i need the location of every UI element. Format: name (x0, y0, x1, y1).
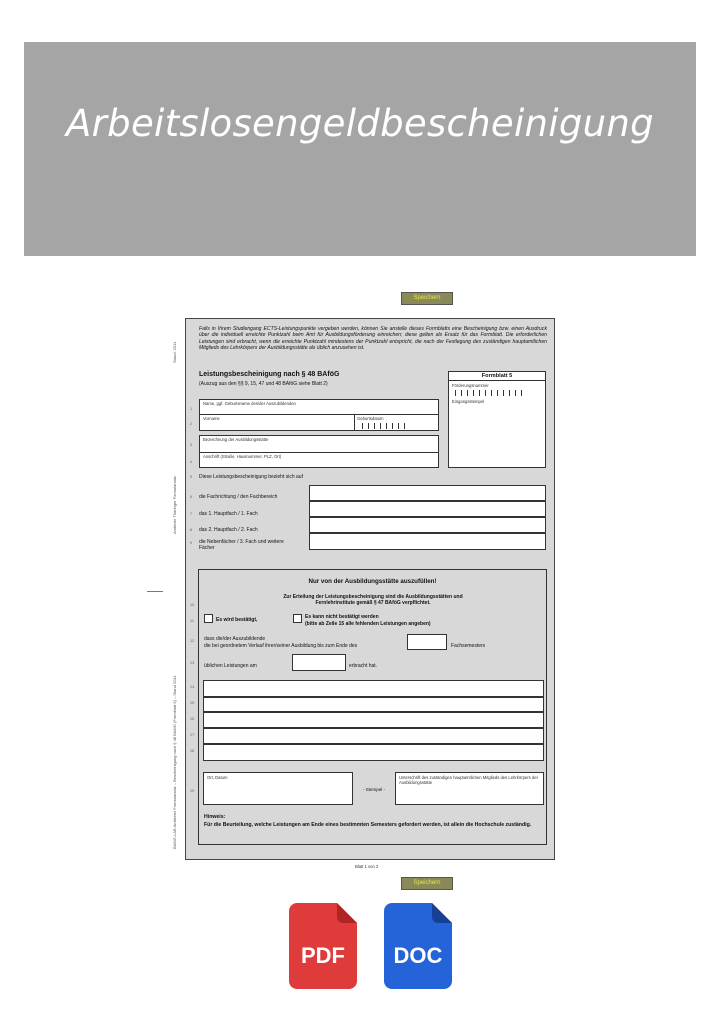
subject-label: das 2. Hauptfach / 2. Fach (199, 527, 258, 533)
fachsemester-label: Fachsemesters (451, 643, 486, 649)
missing-performance-line[interactable] (203, 744, 544, 761)
ort-datum-field[interactable] (203, 772, 353, 805)
not-confirm-label: Es kann nicht bestätigt werden (305, 614, 379, 620)
ueblichen-label: üblichen Leistungen am (204, 663, 257, 669)
section-title: Nur von der Ausbildungsstätte auszufüllen! (308, 578, 437, 585)
dass-text: dass die/der Auszubildende (204, 636, 266, 642)
margin-text-middle: Amtliche Thüringer Formularsatz (172, 476, 177, 534)
page-title: Arbeitslosengeldbescheinigung (66, 102, 654, 145)
not-confirm-note: (bitte ab Zeile 15 alle fehlenden Leistungen angeben) (305, 621, 431, 627)
page-footer: Blatt 1 von 2 (355, 864, 379, 869)
formblatt-label: Formblatt 5 (449, 372, 545, 381)
date-field[interactable] (292, 654, 346, 671)
section-text: Zur Erteilung der Leistungsbescheinigung sind die Ausbildungsstätten und Fernlehrinstitute gemäß § 47 BAföG verpflichtet. (283, 594, 463, 607)
name-block (199, 399, 439, 431)
missing-performance-line[interactable] (203, 712, 544, 728)
save-button-bottom[interactable]: Speichern (401, 877, 453, 890)
erbracht-label: erbracht hat. (349, 663, 378, 669)
geburtsdatum-label: Geburtsdatum (357, 416, 384, 421)
subject-label: das 1. Hauptfach / 1. Fach (199, 511, 258, 517)
margin-text-bottom: BAföG-LAB Amtlicher Formularsatz – Bescheinigung nach § 48 BAföG (Formblatt 5) – Stand 2011 (172, 675, 177, 849)
eingangsstempel-label: Eingangsstempel (452, 399, 485, 404)
foerderungsnummer-label: Förderungsnummer (452, 383, 489, 388)
subject-label: die Fachrichtung / den Fachbereich (199, 494, 278, 500)
ausbildungsstaette-label: Bezeichnung der Ausbildungsstätte (203, 437, 269, 442)
subject-field[interactable] (309, 501, 546, 517)
unterschrift-field[interactable] (395, 772, 544, 805)
ort-datum-label: Ort, Datum (207, 775, 228, 780)
stempel-label: - Stempel - (363, 787, 386, 792)
missing-performance-line[interactable] (203, 728, 544, 744)
form-subheading: (Auszug aus den §§ 9, 15, 47 und 48 BAföG siehe Blatt 2) (199, 381, 328, 387)
geburtsdatum-field[interactable] (362, 423, 405, 429)
stempel-text: Stempel (365, 787, 383, 792)
divider (147, 591, 163, 592)
subject-field[interactable] (309, 485, 546, 501)
missing-performance-line[interactable] (203, 697, 544, 712)
margin-code-top: Stand: 2011 (172, 341, 177, 363)
pdf-download-icon[interactable] (289, 903, 357, 994)
formblatt-box (448, 371, 546, 468)
subject-label: die Nebenfächer / 3. Fach und weitere Fächer (199, 539, 284, 552)
form-heading: Leistungsbescheinigung nach § 48 BAföG (199, 371, 340, 378)
unterschrift-label: Unterschrift des zuständigen hauptamtlichen Mitglieds des Lehrkörpers der Ausbildungsstätte (399, 775, 538, 786)
missing-performance-line[interactable] (203, 680, 544, 697)
not-confirm-checkbox[interactable] (293, 614, 302, 623)
hinweis-title: Hinweis: (204, 814, 226, 820)
institution-section (198, 569, 547, 845)
doc-label: DOC (393, 943, 443, 968)
fachsemester-field[interactable] (407, 634, 447, 650)
form-preview: Stand: 2011 Amtliche Thüringer Formularsatz BAföG-LAB Amtlicher Formularsatz – Bescheinigung nach § 48 BAföG (Formblatt 5) – Stand 2011 Falls in Ihrem Studiengang ECTS-Leistungspunkte vergeben werden, können Sie anstelle dieses Formblatts eine Bescheinigung bzw. einen Ausdruck über die individuell erreichte Punktzahl beim Amt für Ausbildungsförderung einreichen; diese gelten als Ersatz für das Formblatt. Die erforderlichen Leistungen sind erbracht, wenn die erreichte Punktzahl mindestens der Punktzahl entspricht, die nach der Festlegung des zuständigen hauptamtlichen Mitglieds des Lehrkörpers der Ausbildungsstätte als üblich anzusehen ist. Leistungsbescheinigung nach § 48 BAföG (Auszug aus den §§ 9, 15, 47 und 48 BAföG siehe Blatt 2) Formblatt 5 Förderungsnummer Eingangsstempel Name, ggf. Geburtsname des/der Auszubildenden Vorname Geburtsdatum 1 2 Bezeichnung der Ausbildungsstätte Anschrift (Straße, Hausnummer, PLZ, Ort) 3 4 Diese Leistungsbescheinigung bezieht sich auf 5 die Fachrichtung / den Fachbereich das 1. Hauptfach / 1. Fach das 2. Hauptfach / 2. Fach die Nebenfächer / 3. Fach und weitere Fächer 6 7 8 9 Nur von der Ausbildungsstätte auszufüllen! Zur Erteilung der Leistungsbescheinigung sind die Ausbildungsstätten und Fernlehrinstitute gemäß § 47 BAföG verpflichtet. Es wird bestätigt, Es kann nicht bestätigt werden (bitte ab Zeile 15 alle fehlenden Leistungen angeben) dass die/der Auszubildende die bei geordnetem Verlauf ihrer/seiner Ausbildung bis zum Ende des Fachsemesters üblichen Leistungen am erbracht hat. Ort, Datum - Stempel - Unterschrift des zuständigen hauptamtlichen Mitglieds des Lehrkörpers der Ausbildungsstätte Hinweis: Für die Beurteilung, welche Leistungen am Ende eines bestimmten Semesters gefordert werden, ist allein die Hochschule zuständig. 10 11 12 13 14 15 16 17 18 19 (185, 318, 555, 860)
subject-field[interactable] (309, 533, 546, 550)
pdf-label: PDF (301, 943, 345, 968)
intro-text: Falls in Ihrem Studiengang ECTS-Leistungspunkte vergeben werden, können Sie anstelle dieses Formblatts eine Bescheinigung bzw. einen Ausdruck über die individuell erreichte Punktzahl beim Amt für Ausbildungsförderung einreichen; diese gelten als Ersatz für das Formblatt. Die erforderlichen Leistungen sind erbracht, wenn die erreichte Punktzahl mindestens der Punktzahl entspricht, die nach der Festlegung des zuständigen hauptamtlichen Mitglieds des Lehrkörpers der Ausbildungsstätte als üblich anzusehen ist. (199, 326, 547, 352)
confirm-label: Es wird bestätigt, (216, 617, 258, 623)
header-banner (24, 42, 696, 256)
dass-text-2: die bei geordnetem Verlauf ihrer/seiner Ausbildung bis zum Ende des (204, 643, 358, 649)
bezieht-sich-text: Diese Leistungsbescheinigung bezieht sich auf (199, 474, 303, 480)
subject-field[interactable] (309, 517, 546, 533)
confirm-checkbox[interactable] (204, 614, 213, 623)
foerderungsnummer-field[interactable] (455, 390, 522, 396)
ausbildungsstaette-block (199, 435, 439, 468)
doc-download-icon[interactable] (384, 903, 452, 994)
anschrift-label: Anschrift (Straße, Hausnummer, PLZ, Ort) (203, 454, 282, 459)
hinweis-text: Für die Beurteilung, welche Leistungen am Ende eines bestimmten Semesters gefordert werden, ist allein die Hochschule zuständig. (204, 822, 532, 828)
name-label: Name, ggf. Geburtsname des/der Auszubildenden (203, 401, 296, 406)
vorname-label: Vorname (203, 416, 220, 421)
save-button-top[interactable]: Speichern (401, 292, 453, 305)
